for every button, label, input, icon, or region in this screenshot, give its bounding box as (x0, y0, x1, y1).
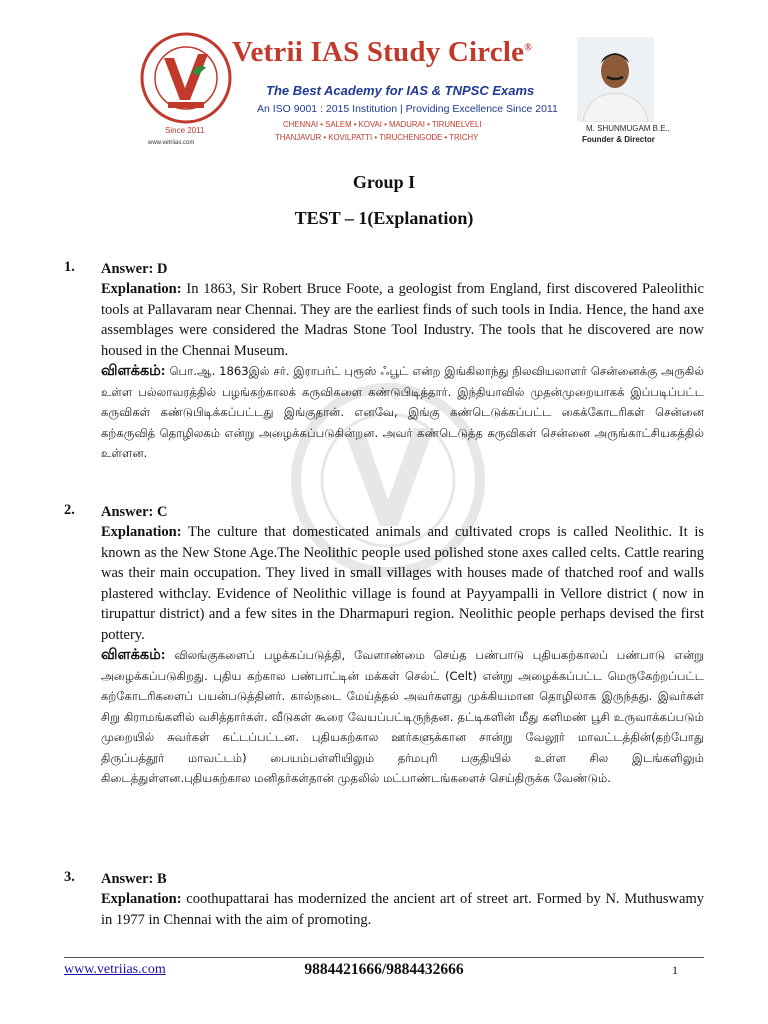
founder-photo (577, 37, 654, 122)
brand-name-text: Vetrii IAS Study Circle (232, 36, 525, 68)
tamil-text: விலங்குகளைப் பழக்கப்படுத்தி, வேளாண்மை செய்த பண்பாடு புதியகற்காலப் பண்பாடு என்று அழைக்கப்படுகிறது. புதிய கற்கால பண்பாட்டின் மக்கள் செல்ட் (Celt) என்று அழைக்கப்பட்ட மெருகேற்றப்பட்ட கற்கோடரிகளைப் பயன்படுத்தினர். கால்நடை மேய்த்தல் அவர்களது முக்கியமான தொழிலாக இருந்தது. இவர்கள் சிறு கிராமங்களில் வசித்தார்கள். வீடுகள் கூரை வேயப்பட்டிருந்தன. தட்டிகளின் மீது களிமண் பூசி உருவாக்கப்படும் முறையில் சுவர்கள் கட்டப்பட்டன. புதியகற்கால ஊர்களுக்கான சான்று வேலூர் மாவட்டத்தின்(தற்போது திருப்பத்தூர் மாவட்டம்) பையம்பள்ளியிலும் தர்மபுரி பகுதியில் உள்ள சில இடங்களிலும் கிடைத்துள்ளன.புதியகற்கால மனிதர்கள்தான் முதலில் மட்பாண்டங்களைச் செய்திருக்க வேண்டும். (101, 648, 704, 785)
letterhead (0, 0, 768, 160)
tamil-label: விளக்கம்: (101, 363, 166, 379)
brand-name (232, 36, 532, 69)
explanation-label: Explanation: (101, 524, 182, 540)
registered-mark: ® (524, 42, 532, 54)
vetrii-logo-icon (140, 32, 232, 124)
question-number: 3. (64, 869, 75, 885)
tamil-text: பொ.ஆ. 1863இல் சர். இராபர்ட் புரூஸ் ஃபூட் என்ற இங்கிலாந்து நிலவியலாளர் சென்னைக்கு அருகில் உள்ள பல்லாவரத்தில் பழங்கற்காலக் கருவிகளை கண்டுபிடித்தார். இந்தியாவில் முதன்முறையாகக் இப்படிப்பட்ட கருவிகள் கண்டுபிடிக்கப்பட்டது இங்குதான். எனவே, இங்கு கண்டெடுக்கப்பட்ட கைக்கோடரிகள் சென்னை கற்கருவித் தொழிலகம் என்று அழைக்கப்படுகின்றன. அவர் கண்டெடுத்த கருவிகள் சென்னை அருங்காட்சியகத்தில் உள்ளன. (101, 364, 704, 460)
question-body (101, 259, 704, 464)
explanation-english (101, 522, 704, 645)
explanation-label: Explanation: (101, 281, 182, 297)
page-number: 1 (672, 963, 678, 977)
question-body (101, 869, 704, 930)
answer-label: Answer: B (101, 871, 167, 887)
explanation-text: In 1863, Sir Robert Bruce Foote, a geologist from England, first discovered Paleolithic tools at Pallavaram near Chennai. They are the earliest finds of such tools in India. Hence, the hand axe assemblages were considered the Madras Stone Tool Industry. The tools that he discovered are now housed in the Chennai Museum. (101, 281, 704, 359)
tagline: The Best Academy for IAS & TNPSC Exams (266, 83, 535, 98)
explanation-tamil (101, 361, 704, 464)
footer-divider (64, 957, 704, 958)
test-title: TEST – 1(Explanation) (294, 208, 474, 228)
explanation-english (101, 279, 704, 361)
footer-phone: 9884421666/9884432666 (304, 961, 464, 978)
group-title: Group I (352, 172, 416, 192)
explanation-english (101, 889, 704, 930)
answer-label: Answer: D (101, 261, 168, 277)
logo-website: www.vetriias.com (148, 140, 195, 146)
branch-cities-line-1: CHENNAI • SALEM • KOVAI • MADURAI • TIRUNELVELI (283, 120, 482, 129)
founder-title: Founder & Director (582, 135, 655, 144)
explanation-text: The culture that domesticated animals and cultivated crops is called Neolithic. It is known as the New Stone Age.The Neolithic people used polished stone axes called celts. Cattle rearing was their main occupation. They lived in small villages with houses made of thatched roof and walls plastered withclay. Evidence of Neolithic village is found at Payyampalli in Vellore district ( now in tirupattur district) and a few sites in the Dharmapuri region. Neolithic people perhaps devised the first pottery. (101, 524, 704, 643)
logo-since: Since 2011 (165, 126, 205, 135)
branch-cities-line-2: THANJAVUR • KOVILPATTI • TIRUCHENGODE • TRICHY (275, 133, 479, 142)
explanation-label: Explanation: (101, 891, 182, 907)
explanation-text: coothupattarai has modernized the ancient art of street art. Formed by N. Muthuswamy in 1977 in Chennai with the aim of promoting. (101, 891, 704, 928)
founder-name: M. SHUNMUGAM B.E., (586, 124, 671, 133)
question-number: 1. (64, 259, 75, 275)
footer-website-link[interactable]: www.vetriias.com (64, 962, 166, 977)
explanation-tamil (101, 645, 704, 789)
question-body (101, 502, 704, 789)
answer-label: Answer: C (101, 504, 168, 520)
question-number: 2. (64, 502, 75, 518)
founder-portrait-icon (577, 37, 654, 122)
tamil-label: விளக்கம்: (101, 647, 166, 663)
iso-line: An ISO 9001 : 2015 Institution | Providing Excellence Since 2011 (257, 103, 558, 115)
